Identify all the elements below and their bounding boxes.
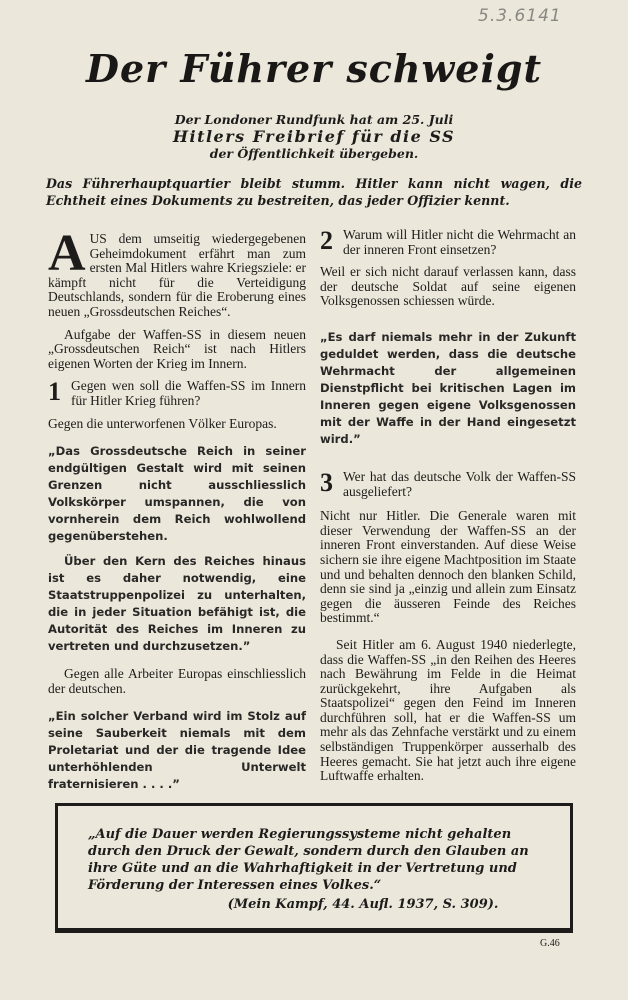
question-number: 2	[320, 226, 333, 255]
lead-paragraph: Das Führerhauptquartier bleibt stumm. Hitler kann nicht wagen, die Echtheit eines Dokuments zu bestreiten, das jeder Offizier kennt.	[46, 176, 582, 208]
intro-paragraph	[48, 225, 306, 320]
question-2	[320, 228, 576, 257]
quote: „Das Grossdeutsche Reich in seiner endgültigen Gestalt wird mit seinen Grenzen nicht ausschliesslich Volkskörper umspannen, die von vornherein dem Reich wohlwollend gegenüberstehen.	[48, 444, 306, 544]
left-column	[48, 225, 306, 801]
quote: „Es darf niemals mehr in der Zukunft geduldet werden, dass die deutsche Wehrmacht der allgemeinen Dienstpflicht bei kritischen Lagen im Inneren gegen eigene Volksgenossen mit der Waffe in der Hand eingesetzt wird.”	[320, 329, 576, 446]
question-number: 1	[48, 377, 61, 407]
answer-3: Nicht nur Hitler. Die Generale waren mit dieser Verwendung der Waffen-SS an der inneren Front einverstanden. Auf diese Weise sichern sie ihre eigene Machtposition im Staate und und behalten dennoch den blanken Schild, denn sie sind ja „einzig und allein zum Einsatz gegen die äusseren Feinde des Reiches bestimmt.“	[320, 508, 576, 626]
question-3	[320, 467, 576, 499]
paragraph: Gegen alle Arbeiter Europas einschliesslich der deutschen.	[48, 666, 306, 696]
subtitle-line-1: Der Londoner Rundfunk hat am 25. Juli	[174, 112, 454, 127]
paragraph: Seit Hitler am 6. August 1940 niederlegte, dass die Waffen-SS „in den Reihen des Heeres nach Bewährung im Felde in die Heimat zurückgekehrt, ihre Aufgaben als Staatspolizei“ gegen den Feind im Inneren durchführen soll, hat er die Waffen-SS um mehr als das Zehnfache verstärkt und zu einem selbständigen Truppenkörper ausserhalb des Heeres gemacht. Sie hat jetzt auch ihre eigene Luftwaffe erhalten.	[320, 636, 576, 784]
question-text: Warum will Hitler nicht die Wehrmacht an der inneren Front einsetzen?	[343, 227, 576, 257]
handwritten-note: 5.3.6141	[478, 6, 562, 26]
right-column	[320, 226, 576, 792]
mein-kampf-quote-box	[55, 803, 573, 933]
paragraph: Aufgabe der Waffen-SS in diesem neuen „Grossdeutschen Reich“ ist nach Hitlers eigenen Worten der Krieg im Innern.	[48, 326, 306, 371]
question-text: Gegen wen soll die Waffen-SS im Innern für Hitler Krieg führen?	[71, 378, 306, 408]
page-title: Der Führer schweigt	[86, 46, 542, 91]
subtitle-line-2: Hitlers Freibrief für die SS	[172, 127, 456, 146]
subtitle-line-3: der Öffentlichkeit übergeben.	[209, 146, 419, 161]
box-quote: „Auf die Dauer werden Regierungssysteme nicht gehalten durch den Druck der Gewalt, sondern durch den Glauben an ihre Güte und an die Wahrhaftigkeit in der Vertretung und Förderung der Interessen eines Volkes.“	[88, 827, 529, 893]
drop-cap: A	[48, 225, 86, 282]
subtitle	[0, 112, 628, 162]
quote: „Ein solcher Verband wird im Stolz auf seine Sauberkeit niemals mit dem Proletariat und der die tragende Idee unterhöhlenden Unterwelt fraternisieren . . . .”	[48, 709, 306, 792]
intro-text: US dem umseitig wiedergegebenen Geheimdokument erfährt man zum ersten Mal Hitlers wahre Kriegsziele: er kämpft nicht für die Verteidigung Deutschlands, sondern für die Eroberung eines neuen „Grossdeutschen Reiches“.	[48, 231, 306, 319]
answer-2: Weil er sich nicht darauf verlassen kann, dass der deutsche Soldat auf seine eigenen Volksgenossen schiessen würde.	[320, 264, 576, 309]
question-number: 3	[320, 467, 333, 497]
question-1	[48, 379, 306, 408]
box-source: (Mein Kampf, 44. Aufl. 1937, S. 309).	[227, 897, 499, 912]
leaflet-code: G.46	[540, 938, 560, 949]
quote: Über den Kern des Reiches hinaus ist es daher notwendig, eine Staatstruppenpolizei zu unterhalten, die in jeder Situation befähigt ist, die Autorität des Reiches im Inneren zu vertreten und durchzusetzen.”	[48, 554, 306, 654]
question-text: Wer hat das deutsche Volk der Waffen-SS ausgeliefert?	[343, 468, 576, 499]
answer-1: Gegen die unterworfenen Völker Europas.	[48, 415, 277, 431]
